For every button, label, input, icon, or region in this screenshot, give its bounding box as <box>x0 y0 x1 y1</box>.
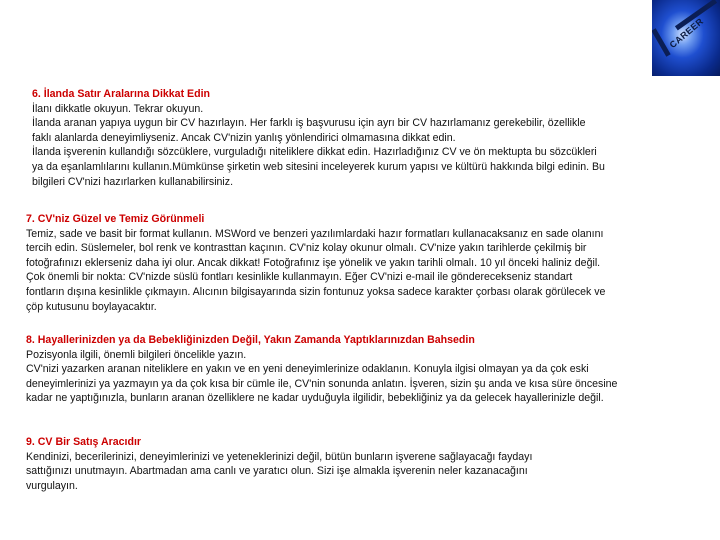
text-line: CV'nizi yazarken aranan niteliklere en yakın ve en yeni deneyimlerinize odaklanın. Konuyla ilgisi olmayan ya da çok eski <box>26 363 589 376</box>
text-line: Pozisyonla ilgili, önemli bilgileri öncelikle yazın. <box>26 348 247 361</box>
text-line: deneyimlerinizi ya yazmayın ya da çok kısa bir cümle ile, CV'nin sonunda anlatın. İşveren, sizin şu anda ve kısa süre öncesine <box>26 377 618 390</box>
text-line: ya da eşanlamlılarını kullanın.Mümkünse şirketin web sitesini inceleyerek kurum yapısı ve kültürü hakkında bilgi edinin. Bu <box>32 160 605 173</box>
section-8 <box>26 333 617 406</box>
text-line: Kendinizi, becerilerinizi, deneyimlerinizi ve yeteneklerinizi değil, bütün bunların işverene sağlayacağı faydayı <box>26 450 533 463</box>
text-line: İlanda aranan yapıya uygun bir CV hazırlayın. Her farklı iş başvurusu için ayrı bir CV hazırlamanız gerekebilir, özellikle <box>32 117 586 130</box>
section-9 <box>26 435 532 493</box>
career-label: CAREER <box>667 15 706 51</box>
section-title: 8. Hayallerinizden ya da Bebekliğinizden Değil, Yakın Zamanda Yaptıklarınızdan Bahsedin <box>26 334 475 346</box>
text-line: İlanda işverenin kullandığı sözcüklere, vurguladığı niteliklere dikkat edin. Hazırladığınız CV ve ön mektupta bu sözcükleri <box>32 146 597 159</box>
text-line: İlanı dikkatle okuyun. Tekrar okuyun. <box>32 102 204 115</box>
text-line: tercih edin. Süslemeler, bol renk ve kontrasttan kaçının. CV'niz kolay okunur olmalı. CV'nize yakın tarihlerde çekilmiş bir <box>26 242 587 255</box>
text-line: sattığınızı unutmayın. Abartmadan ama canlı ve yaratıcı olun. Sizi işe almakla işverenin neler kazanacağını <box>26 465 528 478</box>
career-photo <box>652 0 720 76</box>
text-line: Çok önemli bir nokta: CV'nizde süslü fontları kesinlikle kullanmayın. Eğer CV'nizi e-mail ile gönderecekseniz standart <box>26 271 573 284</box>
text-line: faklı alanlarda deneyimliyseniz. Ancak CV'nizin yanlış yönlendirici olmamasına dikkat edin. <box>32 131 456 144</box>
section-6 <box>32 87 605 189</box>
text-line: vurgulayın. <box>26 479 78 492</box>
text-line: bilgileri CV'nizi hazırlarken kullanabilirsiniz. <box>32 175 234 188</box>
text-line: fontların dışına kesinlikle çıkmayın. Alıcının bilgisayarında sizin fontunuz yoksa sadece karakter çorbası olarak görülecek ve <box>26 285 606 298</box>
section-7 <box>26 212 605 314</box>
section-title: 6. İlanda Satır Aralarına Dikkat Edin <box>32 88 210 100</box>
text-line: Temiz, sade ve basit bir format kullanın. MSWord ve benzeri yazılımlardaki hazır formatları kullanacaksanız en sade olanını <box>26 227 604 240</box>
section-title: 7. CV'niz Güzel ve Temiz Görünmeli <box>26 213 205 225</box>
text-line: çöp kutusunu boylayacaktır. <box>26 300 157 313</box>
text-line: kadar ne yaptığınızla, bunların aranan özelliklere ne kadar uyduğuyla ilgilidir, bebekliğiniz ya da gelecek hayallerinizle değil. <box>26 392 604 405</box>
section-title: 9. CV Bir Satış Aracıdır <box>26 436 142 448</box>
text-line: fotoğrafınızı eklerseniz daha iyi olur. Ancak dikkat! Fotoğrafınız işe yönelik ve yakın tarihli olmalı. 10 yıl önceki haliniz değil. <box>26 256 601 269</box>
